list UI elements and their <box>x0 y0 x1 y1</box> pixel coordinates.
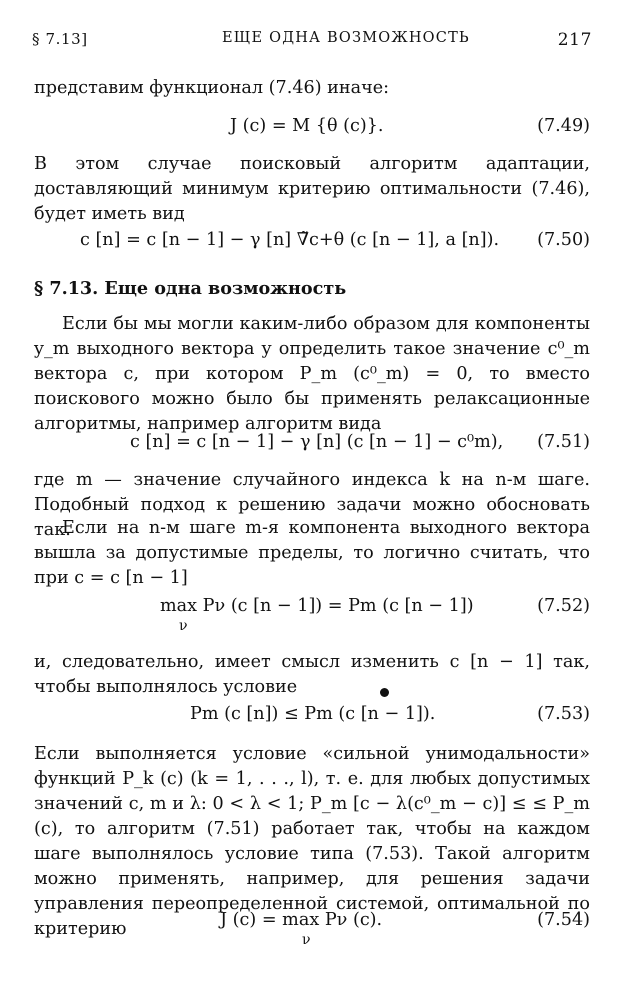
equation-formula: c [n] = c [n − 1] − γ [n] (c [n − 1] − c⁰m), <box>130 432 504 452</box>
equation-7-52 <box>34 596 590 634</box>
equation-7-53 <box>34 704 590 732</box>
equation-number: (7.51) <box>537 432 590 452</box>
page-header <box>32 30 592 54</box>
equation-formula: c [n] = c [n − 1] − γ [n] ∇̃c+θ (c [n − 1], a [n]). <box>80 230 500 250</box>
equation-formula: J (c) = M {θ (c)}. <box>230 116 384 136</box>
equation-7-51 <box>34 432 590 460</box>
paragraph-relaxation: Если бы мы могли каким-либо образом для компоненты y_m выходного вектора y определить такое значение c⁰_m вектора c, при котором P_m (c⁰_m) = 0, то вместо поискового можно было бы применять релаксационные алгоритмы, например алгоритм вида <box>34 314 590 434</box>
equation-subscript: ν <box>302 932 311 948</box>
paragraph-search-algorithm: В этом случае поисковый алгоритм адаптации, доставляющий минимум критерию оптимальности (7.46), будет иметь вид <box>34 154 590 224</box>
equation-formula: Pm (c [n]) ≤ Pm (c [n − 1]). <box>190 704 436 724</box>
paragraph-index: где m — значение случайного индекса k на n-м шаге. Подобный подход к решению задачи можно обосновать так. <box>34 470 590 540</box>
section-heading: § 7.13. Еще одна возможность <box>34 278 347 299</box>
equation-number: (7.49) <box>537 116 590 136</box>
equation-number: (7.52) <box>537 596 590 616</box>
paragraph-consequently: и, следовательно, имеет смысл изменить c [n − 1] так, чтобы выполнялось условие <box>34 652 590 697</box>
header-section-ref: § 7.13] <box>32 30 88 48</box>
paragraph-intro: представим функционал (7.46) иначе: <box>34 78 390 98</box>
page-number: 217 <box>557 30 592 50</box>
equation-7-50 <box>34 230 590 258</box>
paragraph-unimodality: Если выполняется условие «сильной унимодальности» функций P_k (c) (k = 1, . . ., l), т. е. для любых допустимых значений c, m и λ: 0 < λ < 1; P_m [c − λ(c⁰_m − c)] ≤ ≤ P_m (c), то алгоритм (7.51) работает так, чтобы на каждом шаге выполнялось условие типа (7.53). Такой алгоритм можно применять, например, для решения задачи управления переопределенной системой, оптимальной по критерию <box>34 744 590 939</box>
equation-formula: max Pν (c [n − 1]) = Pm (c [n − 1]) <box>160 596 474 616</box>
equation-formula: J (c) = max Pν (c). <box>220 910 383 930</box>
equation-number: (7.53) <box>537 704 590 724</box>
header-running-title: ЕЩЕ ОДНА ВОЗМОЖНОСТЬ <box>222 30 470 46</box>
paragraph-component: Если на n-м шаге m-я компонента выходного вектора вышла за допустимые пределы, то логично считать, что при c = c [n − 1] <box>34 518 590 588</box>
equation-subscript: ν <box>179 618 188 634</box>
equation-number: (7.50) <box>537 230 590 250</box>
equation-7-54 <box>34 910 590 948</box>
equation-number: (7.54) <box>537 910 590 930</box>
equation-7-49 <box>34 116 590 144</box>
ink-dot <box>380 688 389 697</box>
